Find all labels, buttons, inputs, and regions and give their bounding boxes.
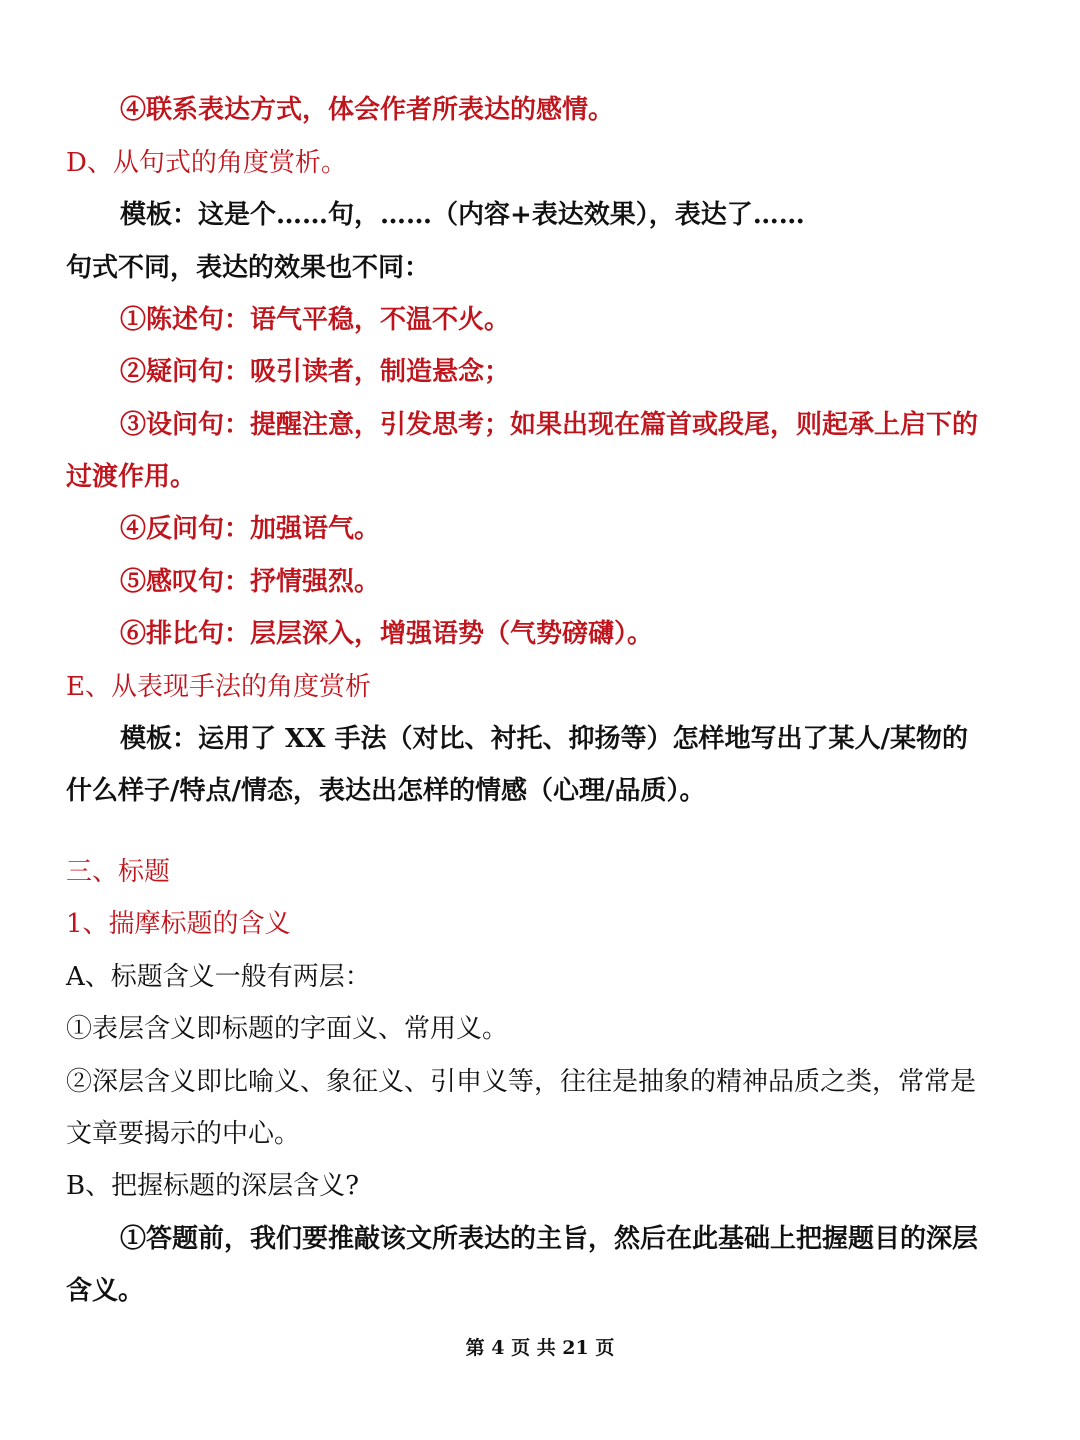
text-line: A、标题含义一般有两层： [66, 962, 371, 992]
list-item-continued: 含义。 [66, 1276, 145, 1306]
text-line: B、把握标题的深层含义? [66, 1171, 360, 1201]
list-item: ①答题前，我们要推敲该文所表达的主旨，然后在此基础上把握题目的深层 [120, 1224, 979, 1254]
list-item: ④反问句：加强语气。 [120, 514, 381, 544]
text-line: ④联系表达方式，体会作者所表达的感情。 [120, 95, 615, 125]
page-number: 第 4 页 共 21 页 [465, 1337, 615, 1359]
list-item-continued: 过渡作用。 [66, 462, 197, 492]
section-heading-3: 三、标题 [66, 857, 171, 887]
section-heading-d: D、从句式的角度赏析。 [66, 148, 347, 178]
list-item: ②疑问句：吸引读者，制造悬念； [120, 357, 511, 387]
list-item: ③设问句：提醒注意，引发思考；如果出现在篇首或段尾，则起承上启下的 [120, 410, 979, 440]
subsection-heading: 1、揣摩标题的含义 [66, 909, 291, 939]
list-item: ①陈述句：语气平稳，不温不火。 [120, 305, 511, 335]
list-item-continued: 文章要揭示的中心。 [66, 1119, 301, 1149]
template-line: 模板：运用了 XX 手法（对比、衬托、抑扬等）怎样地写出了某人/某物的 [120, 724, 968, 754]
list-item: ⑤感叹句：抒情强烈。 [120, 567, 381, 597]
list-item: ②深层含义即比喻义、象征义、引申义等，往往是抽象的精神品质之类，常常是 [66, 1067, 977, 1097]
text-line: 句式不同，表达的效果也不同： [66, 253, 431, 283]
template-line-continued: 什么样子/特点/情态，表达出怎样的情感（心理/品质）。 [66, 776, 706, 806]
template-line: 模板：这是个……句，……（内容+表达效果），表达了…… [120, 200, 805, 230]
list-item: ⑥排比句：层层深入，增强语势（气势磅礴）。 [120, 619, 654, 649]
section-heading-e: E、从表现手法的角度赏析 [66, 672, 371, 702]
list-item: ①表层含义即标题的字面义、常用义。 [66, 1014, 509, 1044]
